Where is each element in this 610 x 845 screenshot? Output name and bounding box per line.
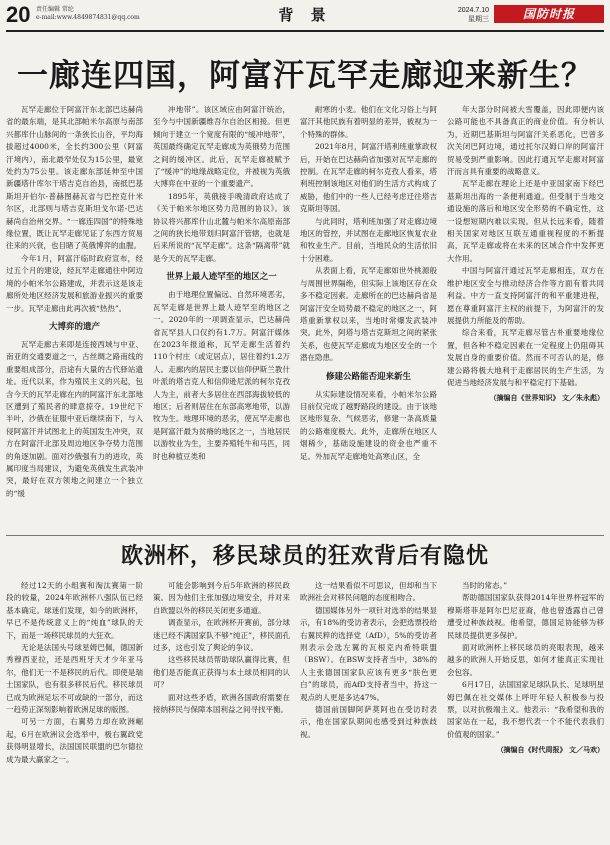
paragraph: 面对欧洲杯上移民球员的亮眼表现，越来越多的欧洲人开始反思，如何才能真正实现社会包容。	[447, 643, 604, 677]
paragraph: 从实际建设情况来看，小帕米尔公路目前仅完成了越野路段的建设。由于该地区地形复杂、气候恶劣，修建一条高质量的公路难度极大。此外，走廊所在地区人烟稀少，基础设施建设的资金也严重不足。外加瓦罕走廊地处高寒山区，全	[300, 389, 437, 461]
paragraph: 瓦罕走廊在理论上还是中亚国家南下经巴基斯坦出海的一条便利通道。但受制于当地交通设施的落后和地区安全形势的不确定性，这一设想短期内难以实现。但从长远来看，随着相关国家对地区互联互通重视程度的不断提高，瓦罕走廊或将在未来的区域合作中发挥更大作用。	[447, 179, 604, 263]
paragraph: 从表面上看，瓦罕走廊如世外桃源般与周围世界隔绝，但实际上该地区存在众多不稳定因素。走廊所在的巴达赫尚省是阿富汗安全局势最不稳定的地区之一，阿塔重新掌权以来，当地时常爆发武装冲突。此外，阿塔与塔吉克斯坦之间的紧张关系，也使瓦罕走廊成为地区安全的一个潜在隐患。	[300, 266, 437, 363]
paragraph: 可另一方面，右翼势力却在欧洲崛起，6月在欧洲议会选举中，极右翼政党获得明显增长，法国国民联盟的巴尔德拉成为最大赢家之一。	[6, 717, 143, 764]
article2-column-4	[447, 580, 604, 838]
article1-credit: （摘编自《世界知识》 文／朱永彪）	[489, 393, 604, 403]
paragraph: 由于地理位置偏远、自然环境恶劣，瓦罕走廊是世界上最人迹罕至的地区之一。2020年的一项调查显示，巴达赫尚省瓦罕县人口仅约有1.7万。阿富汗媒体在2023年报道称，瓦罕走廊生活着约110个村庄（或定居点），居住着约1.2万人。走廊内的居民主要以信仰伊斯兰教什叶派的塔吉克人和信仰逊尼派的柯尔克孜人为主，前者大多居住在西部海拔较低的地区；后者则居住在东部高寒地带，以游牧为生。地理环境的恶劣，使瓦罕走廊也是阿富汗最为贫瘠的地区之一，当地居民以游牧业为生，主要养殖牦牛和马匹，同时也种植豆类和	[153, 290, 290, 461]
page-number: 20	[6, 2, 31, 27]
section-title: 背 景	[278, 6, 332, 24]
article2-column-1	[6, 580, 143, 838]
paragraph: 瓦罕走廊古来即是连接西域与中亚、南亚的交通要道之一，古丝绸之路南线的重要组成部分，沿途有大量的古代驿站遗址。近代以来，作为殖民主义的兴起，包含今天的瓦罕走廊在内的阿富汗东北部地区遭到了殖民者的肆意掠夺。19世纪下半叶，沙俄在征服中亚后继续南下，与入侵阿富汗并试图北上的英国发生冲突，双方在阿富汗北部及周边地区争夺势力范围的角逐加剧。面对沙俄强有力的进攻，英属印度当局建议，为避免英俄发生武装冲突，最好在双方领地之间建立一个独立的“缓	[6, 339, 143, 498]
article1-column-2	[153, 104, 290, 530]
article2-column-2	[153, 580, 290, 838]
paragraph: 这些移民球员帮助球队赢得比赛，但他们是否能真正获得与本土球员相同的认可？	[153, 655, 290, 690]
article1-column-1	[6, 104, 143, 530]
paragraph: 当时的常态。”	[462, 581, 508, 590]
email-line: e-mail:www.4849874831@qq.com	[36, 14, 140, 21]
paragraph: 与此同时，塔利班加强了对走廊边境地区的管控，并试图在走廊地区恢复农业和牧业生产。目前，当地民众的生活依旧十分困难。	[300, 216, 437, 263]
masthead	[6, 4, 604, 26]
paragraph: 德国前国脚阿萨莫阿也在受访时表示，他在国家队期间也感受到过种族歧视。	[300, 705, 437, 739]
article2-column-3	[300, 580, 437, 838]
article2-headline: 欧洲杯，移民球员的狂欢背后有隐忧	[120, 544, 489, 569]
paragraph: 年大部分时间被大雪覆盖，因此即便内该公路可能也不具备真正的商业价值。有分析认为，近期巴基斯坦与阿富汗关系恶化，巴曾多次关闭巴阿边境，通过托尔汉姆口岸的阿富汗贸易受到严重影响。因此打通瓦罕走廊对阿富汗而言具有重要的战略意义。	[447, 105, 604, 177]
paragraph: 调查显示，在欧洲杯开赛前，部分球迷已经不满国家队不够“纯正”，移民面孔过多，这也引发了舆论的争议。	[153, 618, 290, 653]
paragraph: 1895年，英俄接手晚清政府达成了《关于帕米尔地区势力范围的协议》。该协议将兴都库什山北麓与帕米尔高原南部之间的狭长地带划归阿富汗管辖，也就是后来所说的“瓦罕走廊”。这条“隔离带”就是今天的瓦罕走廊。	[153, 191, 290, 263]
paragraph: 面对这些矛盾，欧洲各国政府需要在接纳移民与保障本国利益之间寻找平衡。	[153, 692, 290, 715]
brand-logo: 国防时报	[494, 5, 604, 23]
paragraph: 中国与阿富汗通过瓦罕走廊相连，双方在维护地区安全与推动经济合作等方面有着共同利益。中方一直支持阿富汗的和平重建进程，愿在尊重阿富汗主权的前提下，为阿富汗的发展提供力所能及的帮助。	[447, 266, 604, 325]
issue-date	[458, 6, 489, 24]
subheading: 大博弈的遗产	[48, 321, 100, 332]
date-text: 2024.7.10	[457, 7, 489, 14]
paragraph: 冲地带”。该区域应由阿富汗统治，至今与中国新疆维吾尔自治区相接。但更倾向于建立一个宽度有限的“缓冲地带”，英国最终确定瓦罕走廊成为英俄势力范围之间的缓冲区。此后，瓦罕走廊被赋予了“缓冲”的地缘战略定位，并被视为英俄大博弈在中亚的一个重要遗产。	[153, 105, 290, 189]
paragraph: 无论是法国头号球星姆巴佩，德国新秀穆西亚拉，还是西班牙天才少年亚马尔，他们无一不是移民的后代。即使是瑞士国家队，也有很多移民后代。移民球员已成为欧洲足坛不可或缺的一部分，而这一趋势正深刻影响着欧洲足球的版图。	[6, 643, 143, 715]
editor-line: 责任编辑 常纶	[36, 6, 74, 13]
masthead-rule	[6, 30, 604, 32]
paragraph: 2021年8月，阿富汗塔利班重掌政权后，开始在巴达赫尚省加强对瓦罕走廊的控制。在瓦罕走廊的柯尔克孜人看来，塔利班控制该地区对他们的生活方式构成了威胁，他们中的一些人已经考虑迁往塔吉克斯坦等国。	[300, 142, 437, 214]
paragraph: 帮助德国国家队获得2014年世界杯冠军的穆斯塔菲是阿尔巴尼亚裔，他也曾透露自己曾遭受过种族歧视。他希望，德国足协能够为移民球员提供更多保护。	[447, 593, 604, 640]
weekday-text: 星期三	[468, 16, 489, 23]
paragraph: 6月17日，法国国家足球队队长、足球明星姆巴佩在社交媒体上呼吁年轻人积极参与投票，以对抗极端主义。他表示：“我希望和我的国家站在一起，我不想代表一个不能代表我们价值观的国家。”	[447, 680, 604, 739]
subheading: 世界上最人迹罕至的地区之一	[166, 272, 277, 283]
article2-credit: （摘编自《时代周报》 文／马欢）	[496, 745, 604, 755]
article1-column-3	[300, 104, 437, 530]
paragraph: 综合来看，瓦罕走廊尽管古朴重要地缘位置，但各种不稳定因素在一定程度上仍阻碍其发展自身的重要价值。然而不可否认的是，修建公路将极大地利于走廊居民的生产生活，为促进当地经济发展与和平稳定打下基础。	[447, 328, 604, 387]
paragraph: 耐寒的小麦。他们在文化习俗上与阿富汗其他民族有着明显的差异，被视为一个特殊的群体。	[300, 105, 437, 139]
paragraph: 德国媒体另外一项针对选举的结果显示，有18%的受访者表示，会把选票投给右翼民粹的选择党（AfD），5%的受访者则表示会选左翼的瓦根克内希特联盟（BSW）。在BSW支持者当中，38%的人主张德国国家队应该有更多“肤色更白”的球员，而AfD支持者当中，持这一观点的人更是多达47%。	[300, 605, 437, 702]
subheading: 修建公路能否迎来新生	[325, 371, 411, 382]
paragraph: 经过12天的小组赛和淘汰赛第一阶段的较量，2024年欧洲杯八强队伍已经基本确定。球迷们发现，如今的欧洲杯，早已不是传统意义上的“纯血”球队的天下，而是一场移民球员的大狂欢。	[6, 581, 143, 640]
paragraph: 今年1月，阿富汗临时政府宣布，经过五个月的建设，经瓦罕走廊通往中阿边境的小帕米尔公路建成，并表示这是该走廊所处地区经济发展和旅游业振兴的重要一步。瓦罕走廊由此再次被“热热”。	[6, 253, 143, 313]
paragraph: 这一结果看似不可思议，但却和当下欧洲社会对移民问题的态度相吻合。	[300, 581, 437, 603]
paragraph: 瓦罕走廊位于阿富汗东北部巴达赫尚省的最东端，是其北部帕米尔高原与南部兴都库什山脉间的一条狭长山谷，平均海拔超过4000米，全长约300公里（阿富汗境内），南北最窄处仅为15公里，最宽处约为75公里。该走廊东部延伸至中国新疆塔什库尔干塔吉克自治县，南抵巴基斯坦开伯尔-普赫图赫瓦省与巴控克什米尔区，北部则与塔吉克斯坦戈尔诺-巴达赫尚自治州交界。“一廊连四国”的特殊地缘位置，既让瓦罕走廊见证了东西方贸易往来的兴衰，也目睹了英俄博弈的血腥。	[6, 105, 143, 251]
paragraph: 可能会影响到今后5年欧洲的移民政策。因为他们主张加强边境安全，并对来自欧盟以外的移民关闭更多通道。	[153, 581, 290, 615]
article-divider	[6, 535, 604, 536]
article1-column-4	[447, 104, 604, 530]
article1-headline: 一廊连四国，阿富汗瓦罕走廊迎来新生？	[17, 58, 593, 94]
